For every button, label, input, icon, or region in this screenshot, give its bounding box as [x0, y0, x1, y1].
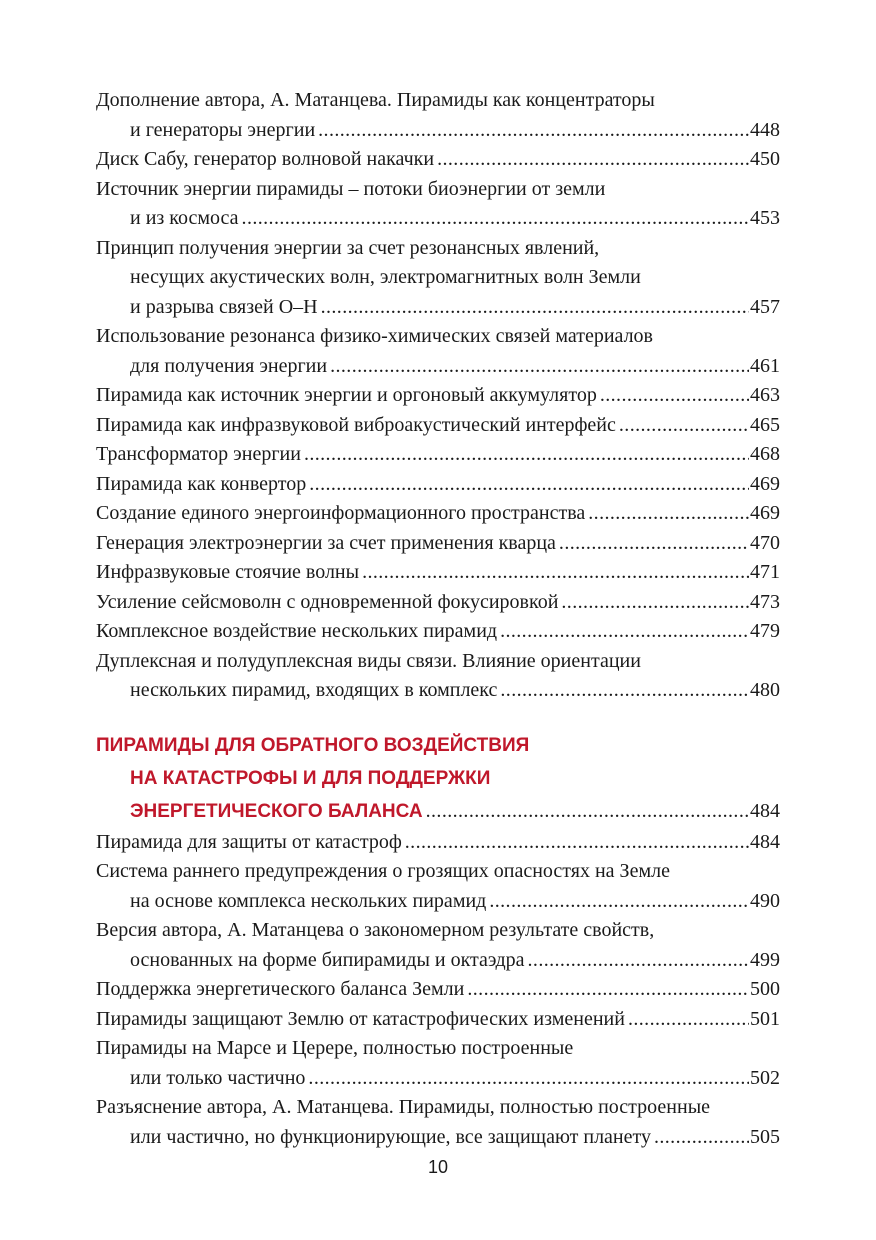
- toc-page-number: 473: [750, 590, 780, 613]
- toc-entry-line: [96, 729, 780, 762]
- toc-page-number: 457: [750, 295, 780, 318]
- dot-leader: [304, 440, 749, 470]
- dot-leader: [242, 204, 749, 234]
- toc-entry-title: Система раннего предупреждения о грозящих опасностях на Земле: [96, 860, 670, 882]
- dot-leader: [500, 676, 749, 706]
- dot-leader: [321, 293, 749, 323]
- toc-entry-title: Источник энергии пирамиды – потоки биоэнергии от земли: [96, 177, 606, 200]
- toc-entry-title: Генерация электроэнергии за счет применения кварца: [96, 531, 556, 554]
- dot-leader: [588, 499, 749, 529]
- toc-page-number: 450: [750, 148, 780, 170]
- toc-entry-title: Версия автора, А. Матанцева о закономерном результате свойств,: [96, 919, 655, 941]
- toc-entry-title: и из космоса: [130, 207, 239, 229]
- toc-entry: [96, 1005, 780, 1035]
- toc-entry-title: несущих акустических волн, электромагнитных волн Земли: [130, 266, 641, 288]
- dot-leader: [330, 352, 749, 382]
- toc-entry-title: Инфразвуковые стоячие волны: [96, 561, 360, 583]
- dot-leader: [500, 617, 749, 647]
- toc-entry-title: основанных на форме бипирамиды и октаэдра: [130, 948, 525, 971]
- toc-entry-line: [96, 86, 780, 116]
- toc-entry-title: Поддержка энергетического баланса Земли: [96, 978, 465, 1000]
- toc-page-number: 484: [750, 799, 780, 822]
- section-spacer: [96, 706, 780, 729]
- toc-entry-title: Принцип получения энергии за счет резонансных явлений,: [96, 236, 600, 259]
- toc-entry: [96, 352, 780, 382]
- dot-leader: [559, 529, 749, 559]
- toc-entry-title: ЭНЕРГЕТИЧЕСКОГО БАЛАНСА: [130, 800, 423, 822]
- toc-entry: [96, 116, 780, 146]
- toc-entry: [96, 440, 780, 470]
- toc-group-1: [96, 86, 780, 706]
- toc-entry: [96, 381, 780, 411]
- toc-entry: [96, 1123, 780, 1153]
- toc-entry-title: Создание единого энергоинформационного пространства: [96, 502, 586, 524]
- toc-entry: [96, 470, 780, 500]
- toc-entry-line: [96, 647, 780, 677]
- toc-entry-title: Пирамида как инфразвуковой виброакустический интерфейс: [96, 413, 616, 436]
- dot-leader: [489, 887, 749, 917]
- toc-entry: [96, 946, 780, 976]
- toc-entry: [96, 887, 780, 917]
- toc-page-number: 469: [750, 502, 780, 524]
- toc-entry: [96, 828, 780, 858]
- dot-leader: [362, 558, 749, 588]
- toc-entry-title: Пирамиды на Марсе и Церере, полностью построенные: [96, 1037, 574, 1059]
- dot-leader: [528, 946, 749, 976]
- toc-entry: [96, 795, 780, 828]
- dot-leader: [600, 381, 749, 411]
- toc-entry: [96, 1064, 780, 1094]
- toc-entry-line: [96, 1034, 780, 1064]
- toc-page-number: 480: [750, 679, 780, 701]
- toc-entry-title: для получения энергии: [130, 354, 328, 377]
- toc-page-number: 470: [750, 531, 780, 554]
- toc-page-number: 471: [750, 561, 780, 583]
- toc-entry: [96, 529, 780, 559]
- dot-leader: [308, 1064, 749, 1094]
- toc-entry-line: [96, 263, 780, 293]
- toc-entry-line: [96, 1093, 780, 1123]
- toc-page-number: 502: [750, 1066, 780, 1089]
- toc-entry-title: и разрыва связей О–Н: [130, 295, 318, 318]
- toc-entry-title: Пирамида как источник энергии и оргоновый аккумулятор: [96, 384, 597, 406]
- toc-page-number: 469: [750, 472, 780, 495]
- dot-leader: [561, 588, 749, 618]
- toc-entry-title: Пирамиды защищают Землю от катастрофических изменений: [96, 1007, 625, 1030]
- dot-leader: [619, 411, 749, 441]
- toc-page-number: 501: [750, 1007, 780, 1030]
- toc-entry-title: Разъяснение автора, А. Матанцева. Пирамиды, полностью построенные: [96, 1096, 711, 1118]
- toc-entry: [96, 676, 780, 706]
- toc-page-number: 505: [750, 1125, 780, 1148]
- toc-entry-title: Дуплексная и полудуплексная виды связи. Влияние ориентации: [96, 649, 641, 672]
- toc-entry-title: на основе комплекса нескольких пирамид: [130, 889, 487, 912]
- dot-leader: [309, 470, 749, 500]
- table-of-contents: [96, 86, 780, 1152]
- toc-page-number: 499: [750, 948, 780, 971]
- dot-leader: [318, 116, 749, 146]
- toc-page-number: 463: [750, 384, 780, 406]
- dot-leader: [628, 1005, 749, 1035]
- toc-entry-title: Усиление сейсмоволн с одновременной фокусировкой: [96, 590, 559, 613]
- dot-leader: [654, 1123, 749, 1153]
- dot-leader: [437, 145, 749, 175]
- toc-page-number: 453: [750, 207, 780, 229]
- section-heading: [96, 729, 780, 828]
- toc-page-number: 500: [750, 978, 780, 1000]
- page-number: 10: [427, 1157, 449, 1177]
- toc-entry-line: [96, 916, 780, 946]
- toc-entry-title: Использование резонанса физико-химических связей материалов: [96, 325, 654, 347]
- toc-page-number: 479: [750, 620, 780, 642]
- toc-entry-title: Комплексное воздействие нескольких пирамид: [96, 620, 498, 642]
- toc-entry-title: и генераторы энергии: [130, 118, 316, 141]
- toc-entry-line: [96, 322, 780, 352]
- toc-entry: [96, 975, 780, 1005]
- toc-entry-title: Пирамида как конвертор: [96, 472, 307, 495]
- toc-entry-title: Трансформатор энергии: [96, 443, 301, 465]
- toc-entry-title: или частично, но функционирующие, все защищают планету: [130, 1125, 651, 1148]
- toc-entry: [96, 204, 780, 234]
- toc-entry-title: нескольких пирамид, входящих в комплекс: [130, 679, 498, 701]
- toc-entry: [96, 499, 780, 529]
- toc-page-number: 448: [750, 118, 780, 141]
- toc-entry-line: [96, 762, 780, 795]
- toc-entry-title: Дополнение автора, А. Матанцева. Пирамиды как концентраторы: [96, 89, 655, 111]
- toc-page-number: 461: [750, 354, 780, 377]
- dot-leader: [467, 975, 749, 1005]
- toc-entry-title: Пирамида для защиты от катастроф: [96, 830, 402, 853]
- toc-entry: [96, 145, 780, 175]
- toc-entry-title: Диск Сабу, генератор волновой накачки: [96, 148, 435, 170]
- dot-leader: [405, 828, 749, 858]
- toc-entry: [96, 617, 780, 647]
- toc-page-number: 465: [750, 413, 780, 436]
- toc-page-number: 490: [750, 889, 780, 912]
- toc-entry-line: [96, 175, 780, 205]
- toc-page-number: 484: [750, 830, 780, 853]
- toc-page-number: 468: [750, 443, 780, 465]
- toc-entry-title: или только частично: [130, 1066, 306, 1089]
- toc-entry-line: [96, 857, 780, 887]
- toc-group-2: [96, 828, 780, 1153]
- toc-entry-line: [96, 234, 780, 264]
- toc-entry: [96, 411, 780, 441]
- dot-leader: [426, 795, 749, 828]
- toc-entry: [96, 293, 780, 323]
- toc-entry-title: НА КАТАСТРОФЫ И ДЛЯ ПОДДЕРЖКИ: [130, 767, 491, 789]
- toc-entry-title: ПИРАМИДЫ ДЛЯ ОБРАТНОГО ВОЗДЕЙСТВИЯ: [96, 734, 530, 756]
- toc-entry: [96, 588, 780, 618]
- toc-entry: [96, 558, 780, 588]
